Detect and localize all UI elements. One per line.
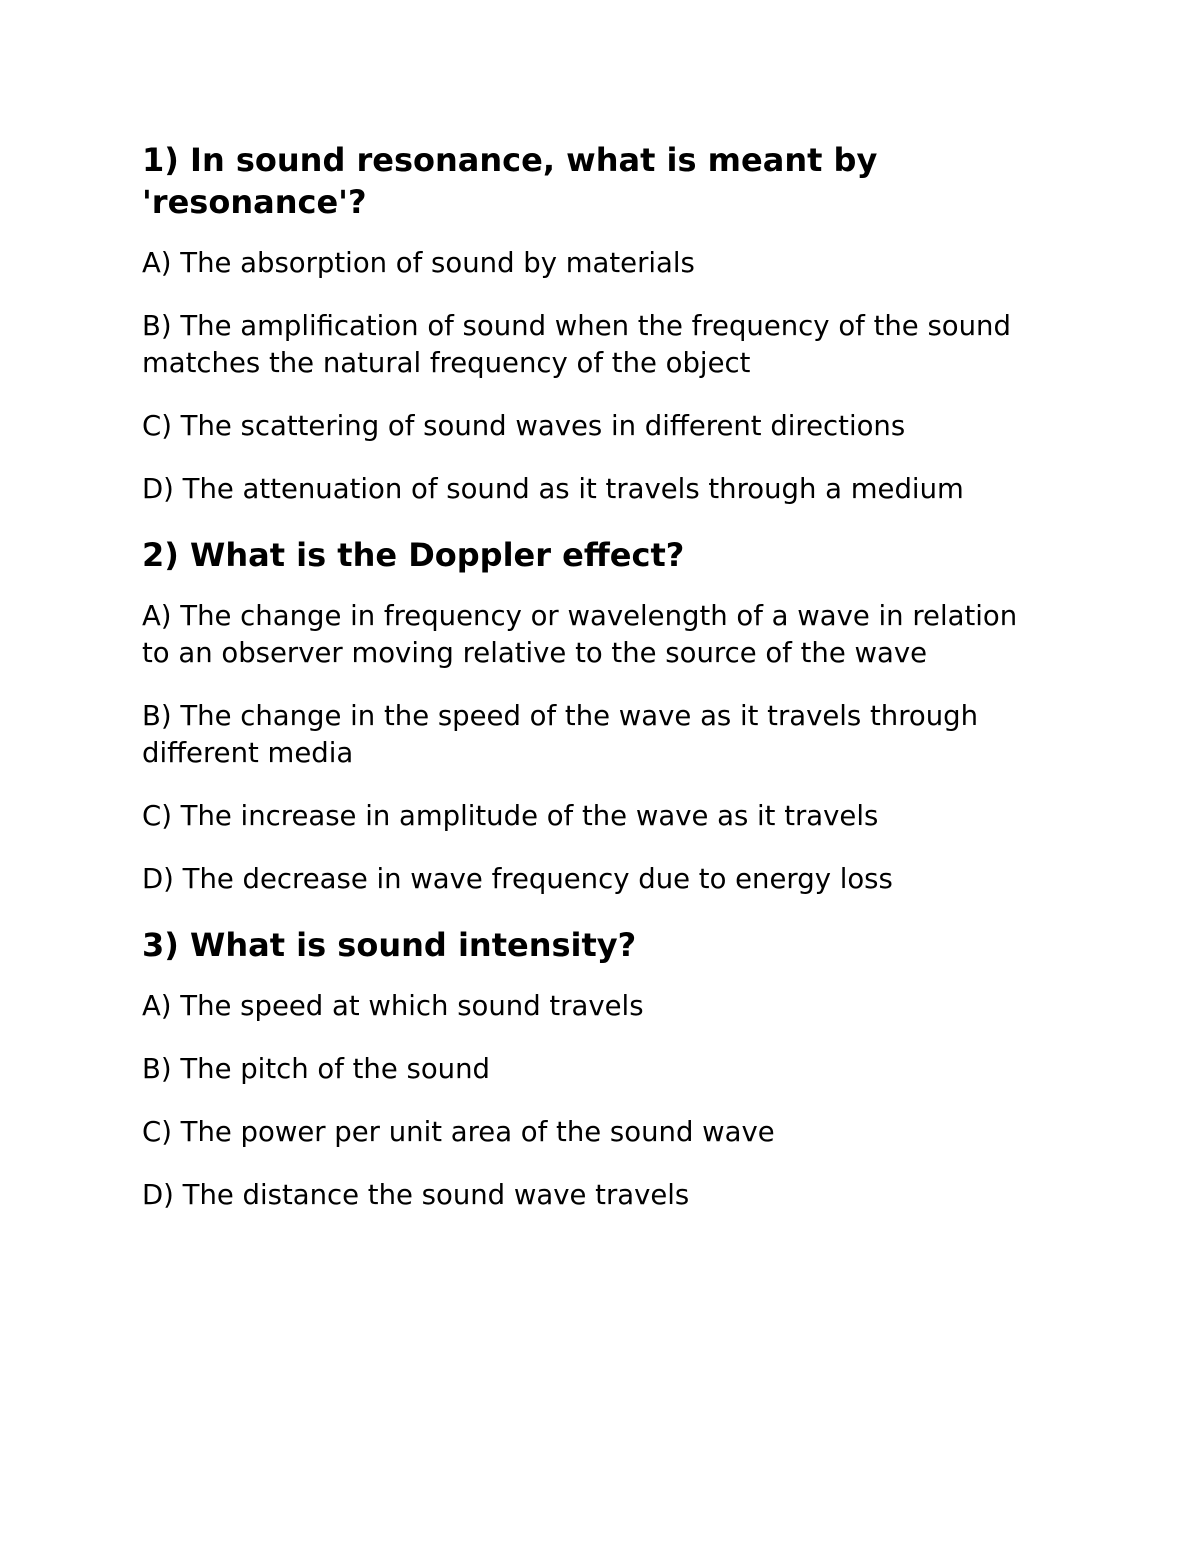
question-title: 2) What is the Doppler effect?	[142, 536, 685, 574]
answer-option-c: C) The power per unit area of the sound wave	[142, 1116, 775, 1148]
question-title: 1) In sound resonance, what is meant by 'resonance'?	[142, 141, 878, 221]
answer-option-c: C) The increase in amplitude of the wave as it travels	[142, 800, 879, 832]
question-title: 3) What is sound intensity?	[142, 926, 637, 964]
answer-option-c: C) The scattering of sound waves in different directions	[142, 410, 906, 442]
document-page	[142, 139, 1042, 1240]
answer-option-d: D) The distance the sound wave travels	[142, 1179, 690, 1211]
question-1	[142, 139, 1042, 508]
question-2	[142, 534, 1042, 898]
answer-option-d: D) The attenuation of sound as it travels through a medium	[142, 473, 964, 505]
answer-option-a: A) The absorption of sound by materials	[142, 247, 695, 279]
answer-option-b: B) The pitch of the sound	[142, 1053, 490, 1085]
answer-option-a: A) The speed at which sound travels	[142, 990, 644, 1022]
question-3	[142, 924, 1042, 1214]
answer-option-b: B) The amplification of sound when the frequency of the sound matches the natural frequency of the object	[142, 310, 1011, 379]
answer-option-b: B) The change in the speed of the wave as it travels through different media	[142, 700, 979, 769]
answer-option-d: D) The decrease in wave frequency due to energy loss	[142, 863, 893, 895]
answer-option-a: A) The change in frequency or wavelength of a wave in relation to an observer moving relative to the source of the wave	[142, 600, 1018, 669]
